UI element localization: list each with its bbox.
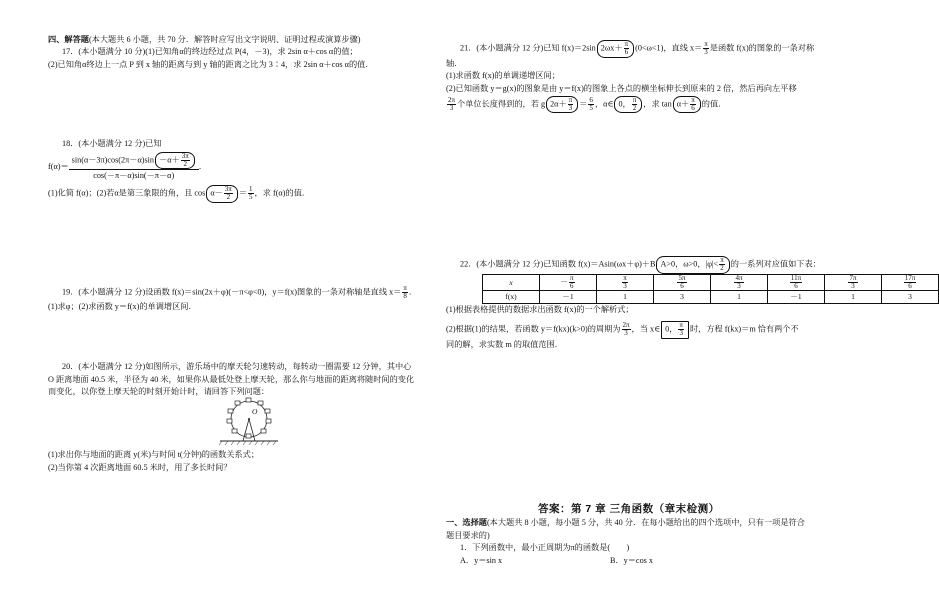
q18-cos-frac xyxy=(224,186,233,202)
question-21 xyxy=(446,40,818,113)
q21-int-num: π xyxy=(632,95,637,104)
option-b: B．y＝cos x xyxy=(610,556,653,566)
den: 3 xyxy=(737,282,741,291)
table-row-fx xyxy=(483,291,939,304)
q18-num-bracket xyxy=(155,152,195,170)
answer-options xyxy=(446,555,818,568)
table-cell-x xyxy=(768,274,825,291)
table-cell-fx: 1 xyxy=(825,291,882,304)
table-cell-x xyxy=(597,274,654,291)
q18-cos-bracket xyxy=(206,185,238,203)
num: 7π xyxy=(849,273,857,282)
ferris-wheel-diagram xyxy=(214,397,284,449)
q22-line3-post: 时，方程 f(kx)＝m 恰有两个不 xyxy=(689,324,799,334)
table-cell-fx: 1 xyxy=(711,291,768,304)
q21-line5-c: 的值． xyxy=(701,99,727,109)
q21-line2: 轴． xyxy=(446,58,463,68)
q21-int-den: 2 xyxy=(632,104,637,113)
q22-line2: (1)根据表格提供的数据求出函数 f(x)的一个解析式； xyxy=(446,305,634,315)
q22-per-den: 3 xyxy=(624,329,628,338)
q22-line3 xyxy=(446,321,818,339)
num: π xyxy=(623,273,627,282)
q21-tan-inner: α＋ xyxy=(676,99,690,109)
q22-cond-frac xyxy=(719,257,725,273)
q18-denominator: cos(－π－α)sin(－π－α) xyxy=(93,171,175,181)
q22-line3-pre: (2)根据(1)的结果，若函数 y＝f(kx)(k>0)的周期为 xyxy=(446,324,621,334)
table-cell-fx: 3 xyxy=(882,291,939,304)
den: 3 xyxy=(623,282,627,291)
q18-val-num: 1 xyxy=(249,184,253,193)
q21-line1-post: 是函数 f(x)的图象的一条对称 xyxy=(709,43,815,53)
q20-line2: O 距离地面 40.5 米，半径为 40 米，如果你从最低处登上摩天轮，那么你与地面的距离将随时间的变化 xyxy=(48,374,415,384)
q18-num-inner-frac xyxy=(181,153,190,169)
q21-shift-num: 2π xyxy=(448,95,456,104)
question-17 xyxy=(48,46,420,71)
table-cell-fx: －1 xyxy=(768,291,825,304)
num: 17π xyxy=(904,273,916,282)
q21-x-den: 3 xyxy=(704,48,708,57)
q22-cond-den: 2 xyxy=(720,264,724,273)
q19-line2: (1)求φ；(2)求函数 y＝f(x)的单调增区间． xyxy=(48,301,197,311)
q21-cond: (0<ω<1)，直线 x＝ xyxy=(635,43,703,53)
table-cell-fx: －1 xyxy=(540,291,597,304)
q21-line4: (2)已知函数 y＝g(x)的图象是由 y＝f(x)的图象上各点的横坐标伸长到原来的 2 倍，然后再向左平移 xyxy=(446,84,797,94)
table-header-fx: f(x) xyxy=(483,291,540,304)
q18-cos-frac-den: 2 xyxy=(226,193,231,202)
table-cell-x xyxy=(882,274,939,291)
q22-line4: 同的解，求实数 m 的取值范围． xyxy=(446,339,563,349)
q22-cond-a: A>0，ω>0，|φ|< xyxy=(660,259,719,269)
q21-interval-bracket xyxy=(614,96,642,114)
q20-line1: 20．(本小题满分 12 分)如图所示，游乐场中的摩天轮匀速转动，每转动一圈需要 12 分钟，其中心 xyxy=(62,362,412,371)
q21-int-frac xyxy=(632,97,638,113)
q21-line1-pre: 21．(本小题满分 12 分)已知 f(x)＝2sin xyxy=(460,43,596,53)
table-row-x xyxy=(483,274,939,291)
den: 6 xyxy=(794,282,798,291)
q22-int-den: 3 xyxy=(679,329,683,338)
den: 6 xyxy=(680,282,684,291)
ferris-center-label: O xyxy=(252,407,258,416)
q21-inner: 2ωx＋ xyxy=(600,43,623,53)
answer-q1: 1．下列函数中，最小正周期为π的函数是( ) xyxy=(460,543,630,553)
q21-line3: (1)求函数 f(x)的单调递增区间； xyxy=(446,71,560,81)
den: 6 xyxy=(908,282,912,291)
q18-line3-post: ，求 f(α)的值． xyxy=(254,188,311,198)
den: 3 xyxy=(851,282,855,291)
q18-num-inner-frac-den: 2 xyxy=(183,160,187,169)
num: 4π xyxy=(735,273,743,282)
q22-line1-pre: 22．(本小题满分 12 分)已知函数 f(x)＝Asin(ωx＋φ)＋B xyxy=(460,259,656,269)
q21-g-val-den: 5 xyxy=(589,104,593,113)
q20-line3: 而变化，以你登上摩天轮的时刻开始计时，请回答下列问题： xyxy=(48,387,270,397)
q22-line1-post: 的一系列对应值如下表： xyxy=(730,259,821,269)
q19-frac xyxy=(402,285,408,301)
table-cell-x xyxy=(654,274,711,291)
den: 6 xyxy=(570,282,574,291)
frac xyxy=(569,275,575,291)
q21-bracket xyxy=(597,40,634,58)
q20-line4: (1)求出你与地面的距离 y(米)与时间 t(分钟)的函数关系式； xyxy=(48,450,260,459)
q21-line5 xyxy=(446,96,818,114)
q18-cos-inner: α－ xyxy=(210,188,223,198)
q18-num-inner: －α＋ xyxy=(159,155,180,165)
table-header-x: x xyxy=(483,274,540,291)
q22-int-frac xyxy=(678,322,684,338)
q19-frac-den: 8 xyxy=(403,292,407,301)
q21-g-inner: 2α＋ xyxy=(550,99,567,109)
q18-num-text: sin(α－3π)cos(2π－α)sin xyxy=(71,155,155,165)
q22-int-num: π xyxy=(679,320,683,329)
q21-line5-b: ，求 tan xyxy=(643,99,672,109)
q22-cond-bracket xyxy=(656,256,729,274)
ferris-wheel-figure xyxy=(214,397,284,449)
q21-int-a: 0， xyxy=(618,99,631,109)
question-18 xyxy=(48,138,420,203)
q19-line1 xyxy=(48,285,420,301)
q22-line3-mid: ，当 x∈ xyxy=(631,324,661,334)
q21-g-frac-den: 3 xyxy=(568,104,573,113)
q21-shift-frac xyxy=(447,97,456,113)
q19-frac-num: π xyxy=(403,284,407,292)
q21-tan-bracket xyxy=(673,96,701,114)
answer-sec1-intro2: 题目要求的) xyxy=(446,530,490,540)
q21-g-val-frac xyxy=(588,97,594,113)
q21-g-eq: ＝ xyxy=(579,99,588,109)
option-a: A．y＝sin x xyxy=(460,556,503,566)
q22-period-frac xyxy=(622,322,631,338)
q17-line2: (2)已知角α终边上一点 P 到 x 轴的距离与到 y 轴的距离之比为 3∶4，求 2sin α＋cos α的值． xyxy=(48,59,374,69)
q21-tan-num: π xyxy=(691,95,695,104)
frac xyxy=(848,275,857,291)
table-cell-x xyxy=(825,274,882,291)
answer-title: 答案：第 7 章 三角函数（章末检测） xyxy=(538,503,720,515)
table-cell-fx: 3 xyxy=(654,291,711,304)
q21-inner-den: 6 xyxy=(624,48,629,57)
table-cell-fx: 1 xyxy=(597,291,654,304)
table-cell-x xyxy=(540,274,597,291)
section4-header xyxy=(48,34,420,47)
q18-cos-frac-num: 3π xyxy=(224,184,232,193)
q19-line1-post: ． xyxy=(408,287,418,297)
answer-section xyxy=(446,517,818,568)
frac xyxy=(622,275,628,291)
q22-cond-num: π xyxy=(720,256,724,264)
q18-num-inner-frac-num: 3π xyxy=(181,151,189,160)
q21-alpha-in: ，α∈ xyxy=(594,99,614,109)
num: 5π xyxy=(678,273,686,282)
q21-x-num: π xyxy=(704,40,708,48)
q21-inner-num: π xyxy=(624,40,629,48)
q21-g-frac xyxy=(568,97,574,113)
q21-inner-frac xyxy=(624,41,630,57)
q21-tan-frac xyxy=(690,97,696,113)
q21-line5-a: 个单位长度得到的，若 g xyxy=(457,99,546,109)
q18-line3-pre: (1)化简 f(α)；(2)若α是第三象限的角，且 cos xyxy=(48,188,206,198)
q18-numerator xyxy=(69,152,199,171)
q18-line3 xyxy=(48,185,420,203)
num: π xyxy=(570,273,574,282)
question-19 xyxy=(48,285,420,313)
answer-sec1-intro: (本大题共 8 小题，每小题 5 分，共 40 分．在每小题给出的四个选项中，只有一项是符合 xyxy=(486,518,805,527)
q21-g-val-num: 6 xyxy=(589,95,593,104)
q18-val-frac xyxy=(248,186,254,202)
q20-line5: (2)当你第 4 次距离地面 60.5 米时，用了多长时间？ xyxy=(48,462,232,472)
frac xyxy=(790,275,802,291)
q22-line1 xyxy=(446,256,821,274)
q18-formula: f(α)＝ sin(α－3π)cos(2π－α)sin －α＋ $\frac{3\pi}{2}$ cos(－π－α)sin(－π－α) ． xyxy=(48,151,207,181)
question-20-parts xyxy=(48,449,420,474)
q21-tan-den: 6 xyxy=(691,104,695,113)
frac xyxy=(734,275,743,291)
q22-int-a: 0， xyxy=(665,324,678,334)
q17-line1: 17．(本小题满分 10 分)(1)已知角α的终边经过点 P(4，－3)，求 2sin α＋cos α的值； xyxy=(62,47,358,56)
q21-line1 xyxy=(446,40,818,58)
q19-line1-pre: 19．(本小题满分 12 分)设函数 f(x)＝sin(2x＋φ)(－π<φ<0)，y＝f(x)图象的一条对称轴是直线 x＝ xyxy=(62,287,402,297)
q18-f-lhs: f(α)＝ xyxy=(48,161,69,171)
q18-eq: ＝ xyxy=(238,188,248,198)
q21-shift-den: 3 xyxy=(449,104,454,113)
q22-interval-bracket xyxy=(661,321,689,339)
frac xyxy=(904,275,917,291)
question-20 xyxy=(48,361,420,399)
section4-intro: (本大题共 6 小题，共 70 分．解答时应写出文字说明、证明过程或演算步骤) xyxy=(88,35,361,44)
q18-main-fraction xyxy=(69,152,199,182)
q18-line1: 18．(本小题满分 12 分)已知 xyxy=(62,139,162,148)
q18-val-den: 5 xyxy=(249,193,253,202)
frac xyxy=(677,275,686,291)
q22-per-num: 2π xyxy=(622,320,630,329)
q22-value-table xyxy=(482,274,939,304)
q21-g-bracket xyxy=(546,96,578,114)
sign: － xyxy=(560,277,569,287)
answer-sec1-heading: 一、选择题 xyxy=(446,518,487,527)
section4-heading: 四、解答题 xyxy=(48,35,89,44)
q21-x-frac xyxy=(703,41,709,57)
table-cell-x xyxy=(711,274,768,291)
q21-g-frac-num: π xyxy=(568,95,573,104)
num: 11π xyxy=(790,273,802,282)
